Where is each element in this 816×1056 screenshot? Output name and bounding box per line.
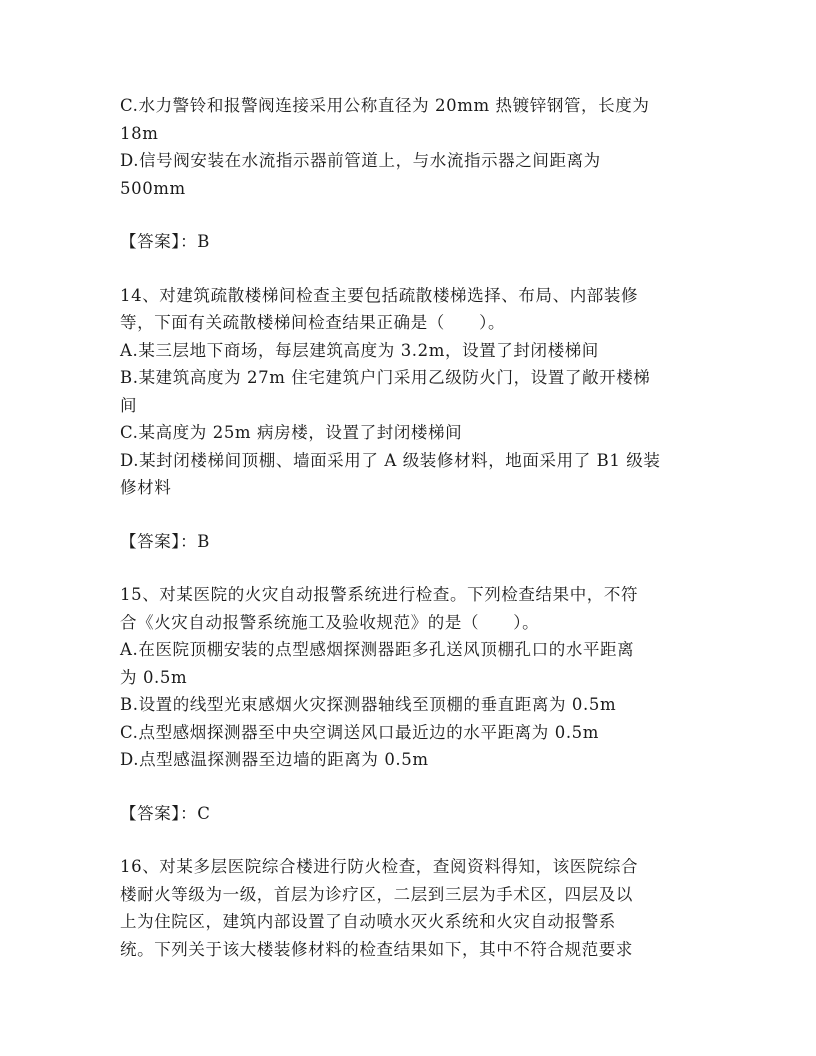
- q15-option-c: C.点型感烟探测器至中央空调送风口最近边的水平距离为 0.5m: [120, 722, 600, 742]
- q15-option-a-line2: 为 0.5m: [120, 667, 188, 687]
- q13-option-d-line2: 500mm: [120, 178, 186, 198]
- q13-answer: 【答案】：B: [120, 232, 210, 251]
- spacer: [120, 555, 696, 581]
- q13-option-d-line1: D.信号阀安装在水流指示器前管道上，与水流指示器之间距离为: [120, 151, 601, 170]
- q15-option-b: B.设置的线型光束感烟火灾探测器轴线至顶棚的垂直距离为 0.5m: [120, 695, 617, 714]
- q16-stem-line3: 上为住院区，建筑内部设置了自动喷水灭火系统和火灾自动报警系: [120, 912, 616, 931]
- q15-option-d: D.点型感温探测器至边墙的距离为 0.5m: [120, 750, 429, 769]
- q14-answer: 【答案】：B: [120, 531, 210, 551]
- q14-stem-line2: 等，下面有关疏散楼梯间检查结果正确是（ ）。: [120, 313, 506, 332]
- spacer: [120, 774, 696, 800]
- q16-stem-line4: 统。下列关于该大楼装修材料的检查结果如下，其中不符合规范要求: [120, 939, 633, 959]
- document-page: [120, 92, 696, 963]
- question-13-tail: [120, 92, 696, 202]
- q14-option-a: A.某三层地下商场，每层建筑高度为 3.2m，设置了封闭楼梯间: [120, 340, 599, 360]
- q15-stem-line2: 合《火灾自动报警系统施工及验收规范》的是（ ）。: [120, 612, 540, 632]
- q14-option-d-line2: 修材料: [120, 478, 172, 497]
- q16-stem-line1: 16、对某多层医院综合楼进行防火检查，查阅资料得知，该医院综合: [120, 857, 639, 876]
- q14-option-b-line1: B.某建筑高度为 27m 住宅建筑户门采用乙级防火门，设置了敞开楼梯: [120, 368, 651, 387]
- question-15: [120, 581, 696, 774]
- question-16: [120, 853, 696, 963]
- spacer: [120, 256, 696, 282]
- q15-stem-line1: 15、对某医院的火灾自动报警系统进行检查。下列检查结果中，不符: [120, 585, 639, 604]
- question-14: [120, 282, 696, 502]
- q14-option-c: C.某高度为 25m 病房楼，设置了封闭楼梯间: [120, 423, 463, 442]
- spacer: [120, 202, 696, 228]
- q14-option-b-line2: 间: [120, 395, 138, 415]
- q15-answer: 【答案】：C: [120, 803, 211, 823]
- q14-stem-line1: 14、对建筑疏散楼梯间检查主要包括疏散楼梯选择、布局、内部装修: [120, 285, 639, 305]
- spacer: [120, 827, 696, 853]
- q13-option-c-line1: C.水力警铃和报警阀连接采用公称直径为 20mm 热镀锌钢管，长度为: [120, 96, 650, 115]
- q15-option-a-line1: A.在医院顶棚安装的点型感烟探测器距多孔送风顶棚孔口的水平距离: [120, 640, 635, 659]
- spacer: [120, 502, 696, 528]
- q14-option-d-line1: D.某封闭楼梯间顶棚、墙面采用了 A 级装修材料，地面采用了 B1 级装: [120, 450, 661, 470]
- q16-stem-line2: 楼耐火等级为一级，首层为诊疗区，二层到三层为手术区，四层及以: [120, 884, 633, 904]
- q13-option-c-line2: 18m: [120, 123, 159, 143]
